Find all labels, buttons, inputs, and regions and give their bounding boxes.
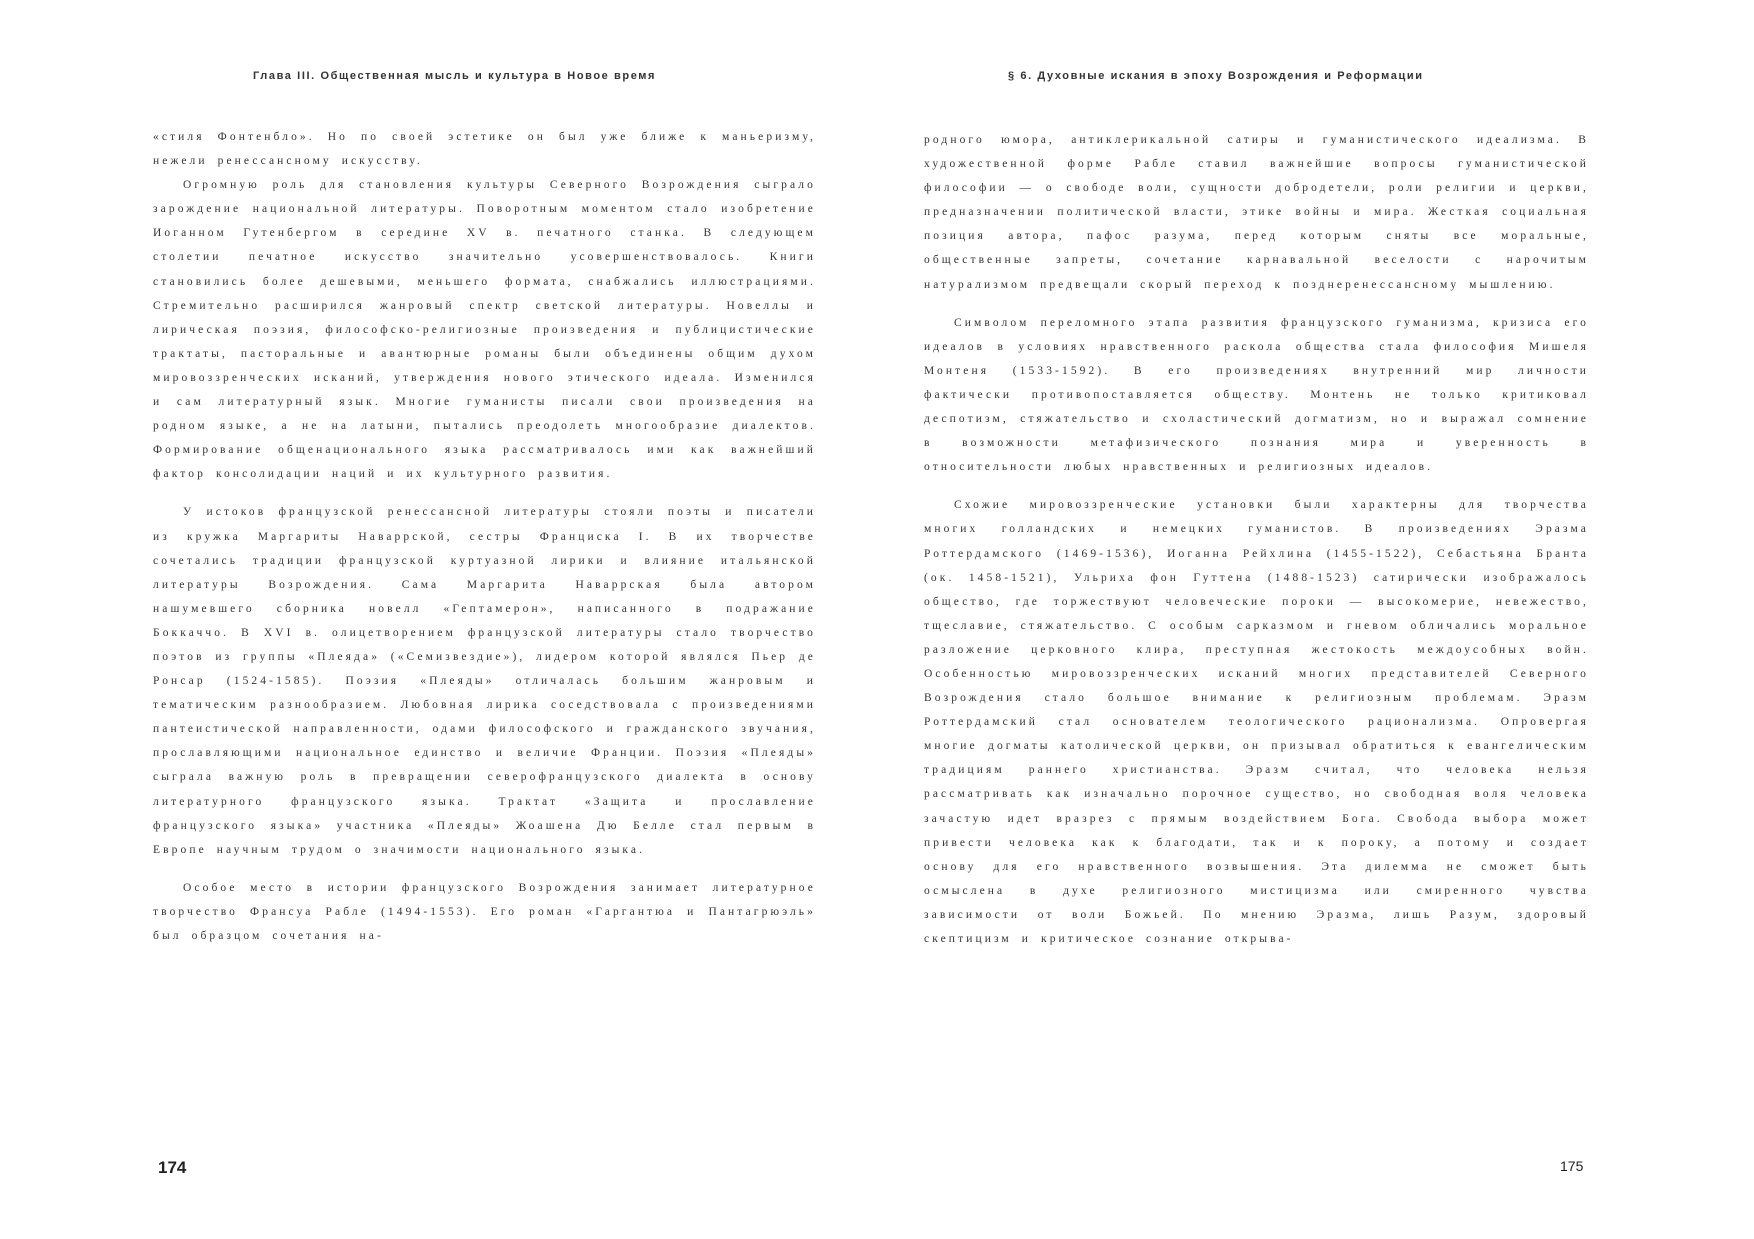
paragraph: «стиля Фонтенбло». Но по своей эстетике он был уже ближе к маньеризму, нежели ренессансному искусству. [153, 131, 816, 168]
paragraph: родного юмора, антиклерикальной сатиры и гуманистического идеализма. В художественной форме Рабле ставил важнейшие вопросы гуманистической философии — о свободе воли, сущности добродетели, роли религии и церкви, предназначении политической власти, этике войны и мира. Жесткая социальная позиция автора, пафос разума, перед которым сняты все моральные, общественные запреты, сочетание карнавальной веселости с нарочитым натурализмом предвещали скорый переход к позднеренессансному мышлению. [924, 134, 1589, 291]
right-page-body [924, 128, 1589, 951]
running-head-left: Глава III. Общественная мысль и культура в Новое время [253, 70, 657, 82]
left-page-body [153, 125, 816, 948]
right-page [877, 0, 1754, 1239]
page-number-left: 174 [158, 1158, 187, 1177]
paragraph: У истоков французской ренессансной литературы стояли поэты и писатели из кружка Маргариты Наваррской, сестры Франциска I. В их творчестве сочетались традиции французской куртуазной лирики и влияние итальянской литературы Возрождения. Сама Маргарита Наваррская была автором нашумевшего сборника новелл «Гептамерон», написанного в подражание Боккаччо. В XVI в. олицетворением французской литературы стало творчество поэтов из группы «Плеяда» («Семизвездие»), лидером которой являлся Пьер де Ронсар (1524-1585). Поэзия «Плеяды» отличалась большим жанровым и тематическим разнообразием. Любовная лирика соседствовала с произведениями пантеистической направленности, одами философского и гражданского звучания, прославляющими национальное единство и величие Франции. Поэзия «Плеяды» сыграла важную роль в превращении северофранцузского диалекта в основу литературного французского языка. Трактат «Защита и прославление французского языка» участника «Плеяды» Жоашена Дю Белле стал первым в Европе научным трудом о значимости национального языка. [153, 506, 816, 856]
paragraph: Особое место в истории французского Возрождения занимает литературное творчество Франсуа Рабле (1494-1553). Его роман «Гаргантюа и Пантагрюэль» был образцом сочетания на- [153, 881, 816, 942]
paragraph: Огромную роль для становления культуры Северного Возрождения сыграло зарождение национальной литературы. Поворотным моментом стало изобретение Иоганном Гутенбергом в середине XV в. печатного станка. В следующем столетии печатное искусство значительно усовершенствовалось. Книги становились более дешевыми, меньшего формата, снабжались иллюстрациями. Стремительно расширился жанровый спектр светской литературы. Новеллы и лирическая поэзия, философско-религиозные произведения и публицистические трактаты, пасторальные и авантюрные романы были объединены общим духом мировоззренческих исканий, утверждения нового этического идеала. Изменился и сам литературный язык. Многие гуманисты писали свои произведения на родном языке, а не на латыни, пытались преодолеть многообразие диалектов. Формирование общенационального языка рассматривалось ими как важнейший фактор консолидации наций и их культурного развития. [153, 179, 816, 481]
paragraph: Схожие мировоззренческие установки были характерны для творчества многих голландских и немецких гуманистов. В произведениях Эразма Роттердамского (1469-1536), Иоганна Рейхлина (1455-1522), Себастьяна Бранта (ок. 1458-1521), Ульриха фон Гуттена (1488-1523) сатирически изображалось общество, где торжествуют человеческие пороки — высокомерие, невежество, тщеславие, стяжательство. С особым сарказмом и гневом обличались моральное разложение церковного клира, преступная жестокость междоусобных войн. Особенностью мировоззренческих исканий многих представителей Северного Возрождения стало большое внимание к религиозным проблемам. Эразм Роттердамский стал основателем теологического рационализма. Опровергая многие догматы католической церкви, он призывал обратиться к евангелическим традициям раннего христианства. Эразм считал, что человека нельзя рассматривать как изначально порочное существо, но свободная воля человека зачастую идет вразрез с прямым воздействием Бога. Свобода выбора может привести человека как к благодати, так и к пороку, а потому и создает основу для его нравственного возвышения. Эта дилемма не сможет быть осмыслена в духе религиозного мистицизма или смиренного чувства зависимости от воли Божьей. По мнению Эразма, лишь Разум, здоровый скептицизм и критическое сознание открыва- [924, 499, 1589, 945]
running-head-right: § 6. Духовные искания в эпоху Возрождения и Реформации [1008, 70, 1424, 82]
paragraph: Символом переломного этапа развития французского гуманизма, кризиса его идеалов в условиях нравственного раскола общества стала философия Мишеля Монтеня (1533-1592). В его произведениях внутренний мир личности фактически противопоставляется обществу. Монтень не только критиковал деспотизм, стяжательство и схоластический догматизм, но и выражал сомнение в возможности метафизического познания мира и уверенность в относительности любых нравственных и религиозных идеалов. [924, 316, 1589, 474]
page-number-right: 175 [1560, 1158, 1584, 1174]
